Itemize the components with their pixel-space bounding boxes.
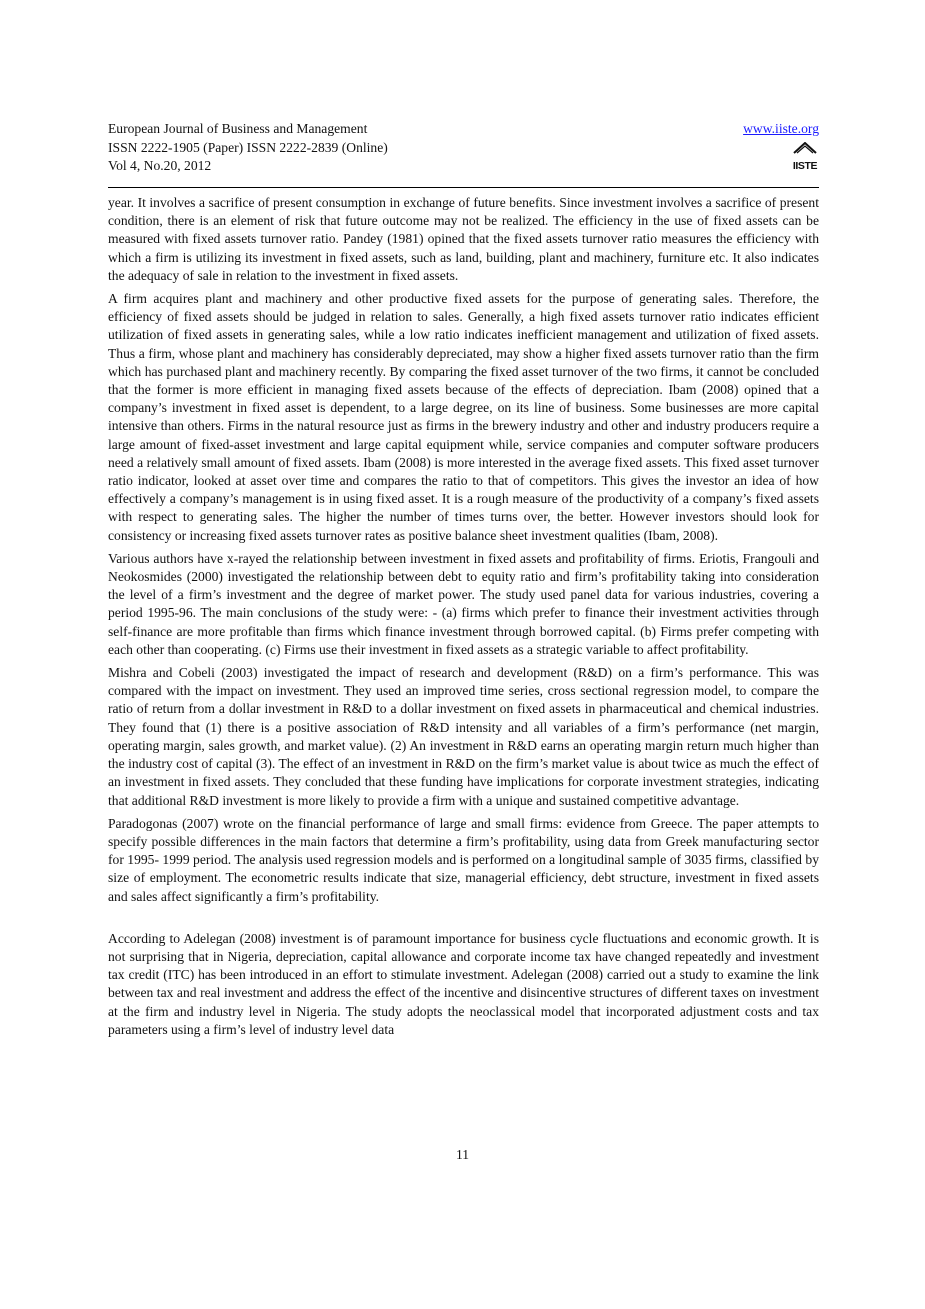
journal-title: European Journal of Business and Management [108, 121, 368, 136]
body-paragraph-2: A firm acquires plant and machinery and other productive fixed assets for the purpose of generating sales. Therefore, the efficiency of fixed assets should be judged in relation to sales. Generally, a high fixed assets turnover ratio indicates efficient utilization of fixed assets in generating sales, while a low ratio indicates inefficient management and utilization of fixed assets. Thus a firm, whose plant and machinery has considerably depreciated, may show a higher fixed assets turnover ratio than the firm which has purchased plant and machinery recently. By comparing the fixed asset turnover of the two firms, it cannot be concluded that the former is more efficient in managing fixed assets because of the effects of depreciation. Ibam (2008) opined that a company’s investment in fixed asset is dependent, to a large degree, on its line of business. Some businesses are more capital intensive than others. Firms in the natural resource just as firms in the brewery industry and other and industry producers require a large amount of fixed-asset investment and large capital equipment while, service companies and computer software producers need a relatively small amount of fixed assets. Ibam (2008) is more interested in the average fixed assets. This fixed asset turnover ratio indicator, looked at asset over time and compares the ratio to that of competitors. This gives the investor an idea of how effectively a company’s management is in using fixed asset. It is a rough measure of the productivity of a company’s fixed assets with respect to generating sales. The higher the number of times turns over, the better. However investors should look for consistency or increasing fixed assets turnover rates as positive balance sheet investment qualities (Ibam, 2008). [108, 291, 819, 543]
svg-text:IISTE: IISTE [792, 159, 818, 172]
iiste-logo-icon [791, 142, 819, 172]
page-header [108, 120, 819, 182]
body-paragraph-5: Paradogonas (2007) wrote on the financial performance of large and small firms: evidence from Greece. The paper attempts to specify possible differences in the main factors that determine a firm’s profitability, using data from Greek manufacturing sector for 1995- 1999 period. The analysis used regression models and is performed on a longitudinal sample of 3035 firms, classified by size of employment. The econometric results indicate that size, managerial efficiency, debt structure, investment in fixed assets and sales affect significantly a firm’s profitability. [108, 815, 819, 904]
header-divider [108, 187, 819, 188]
issn-line: ISSN 2222-1905 (Paper) ISSN 2222-2839 (Online) [108, 139, 388, 155]
body-paragraph-1: year. It involves a sacrifice of present consumption in exchange of future benefits. Since investment involves a sacrifice of present condition, there is an element of risk that future outcome may not be realized. The efficiency in the use of fixed assets can be measured with fixed assets turnover ratio. Pandey (1981) opined that the fixed assets turnover ratio measures the efficiency with which a firm is utilizing its investment in fixed assets, such as land, building, plant and machinery, furniture etc. It also indicates the adequacy of sale in relation to the investment in fixed assets. [108, 195, 819, 283]
journal-info [108, 120, 388, 176]
publisher-info [743, 120, 819, 172]
page-number: 11 [455, 1147, 470, 1162]
article-body [108, 194, 819, 1044]
volume-line: Vol 4, No.20, 2012 [108, 158, 212, 173]
body-paragraph-6: According to Adelegan (2008) investment is of paramount importance for business cycle fluctuations and economic growth. It is not surprising that in Nigeria, depreciation, capital allowance and corporate income tax have changed repeatedly and investment tax credit (ITC) has been introduced in an effort to stimulate investment. Adelegan (2008) carried out a study to examine the link between tax and real investment and address the effect of the incentive and disincentive structures of different taxes on investment at the firm and industry level in Nigeria. The study adopts the neoclassical model that incorporated adjustment costs and tax parameters using a firm’s level of industry level data [108, 930, 819, 1037]
website-link[interactable]: www.iiste.org [743, 121, 819, 136]
body-paragraph-4: Mishra and Cobeli (2003) investigated the impact of research and development (R&D) on a firm’s performance. This was compared with the impact on investment. They used an improved time series, cross sectional regression model, to compare the ratio of return from a dollar investment in R&D to a dollar investment on fixed assets in pharmaceutical and chemical industries. They found that (1) there is a positive association of R&D intensity and all variables of a firm’s performance (net margin, operating margin, sales growth, and market value). (2) An investment in R&D earns an operating margin return much higher than the industry cost of capital (3). The effect of an investment in R&D on the firm’s market value is about twice as much the effect of an investment in fixed assets. They concluded that these funding have implications for corporate investment strategies, indicating that additional R&D investment is more likely to provide a firm with a unique and sustained competitive advantage. [108, 665, 819, 808]
body-paragraph-3: Various authors have x-rayed the relationship between investment in fixed assets and profitability of firms. Eriotis, Frangouli and Neokosmides (2000) investigated the relationship between debt to equity ratio and firm’s profitability taking into consideration the level of a firm’s investment and the degree of market power. The study used panel data for various industries, covering a period 1995-96. The main conclusions of the study were: - (a) firms which prefer to finance their investment activities through self-finance are more profitable than firms which finance investment through borrowed capital. (b) Firms prefer competing with each other than cooperating. (c) Firms use their investment in fixed assets as a strategic variable to affect profitability. [108, 550, 819, 657]
